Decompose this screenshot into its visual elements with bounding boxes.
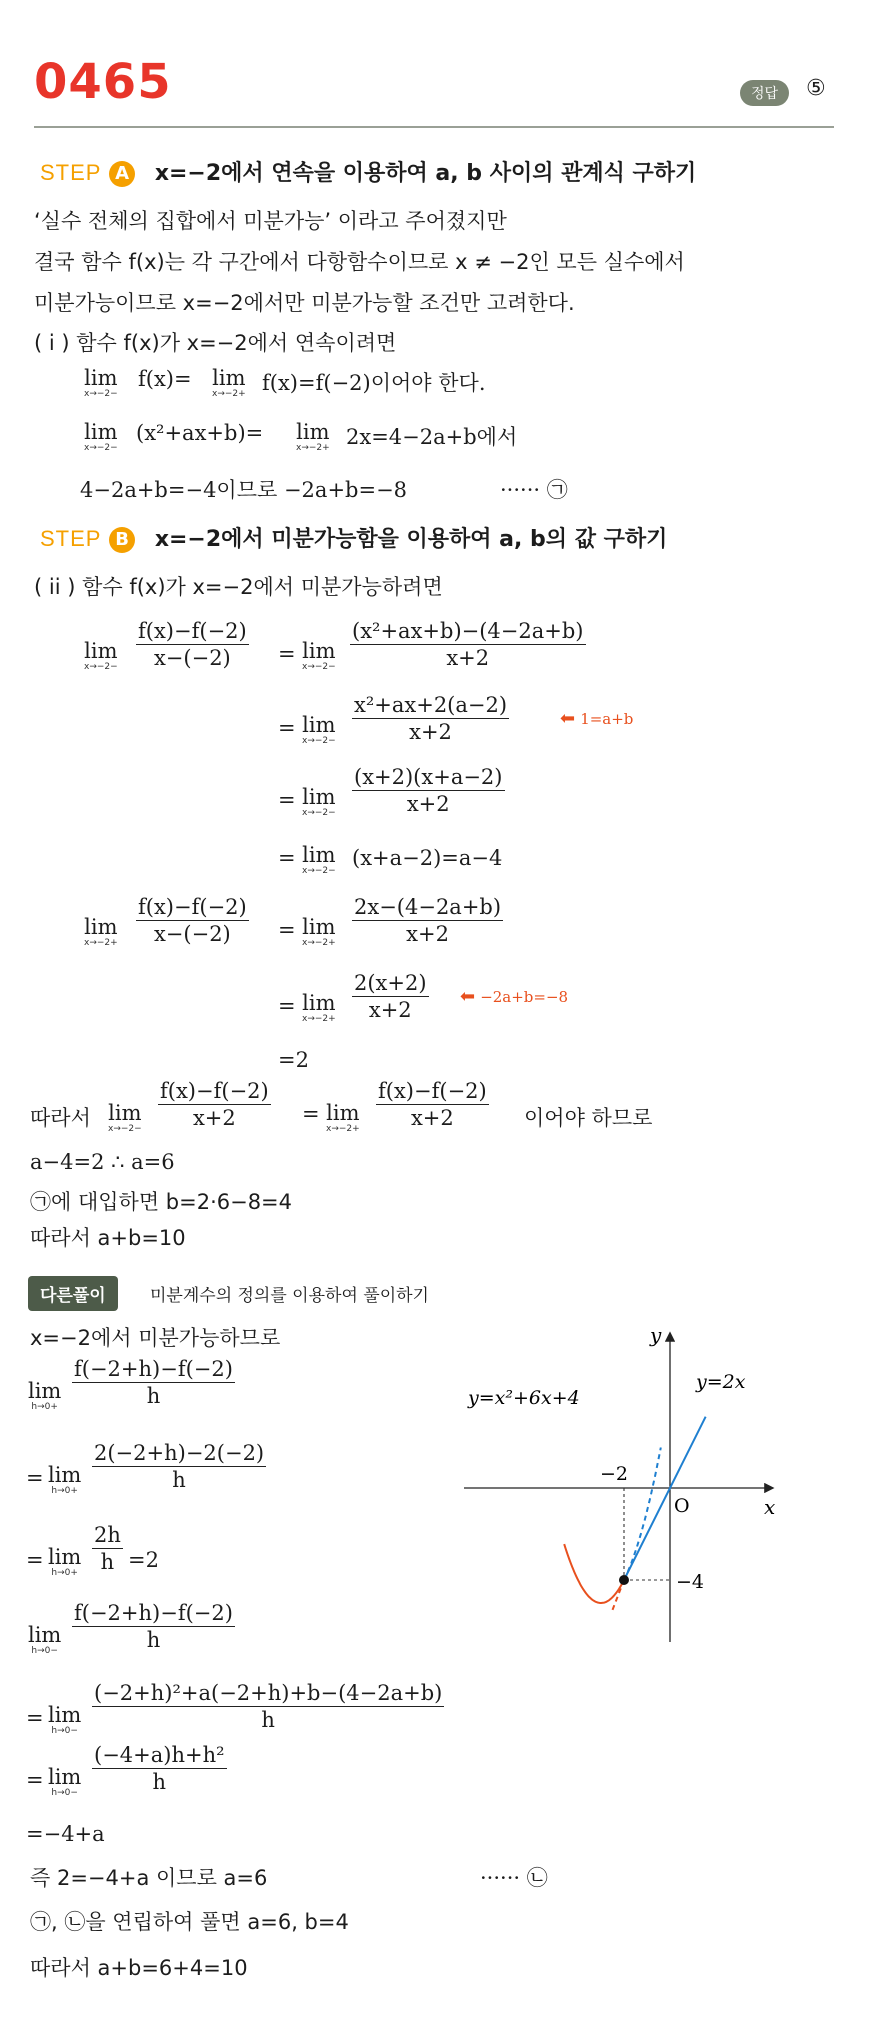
conclusion-suffix: 이어야 하므로 xyxy=(524,1106,653,1130)
ii-lhs-frac: $\frac{f(x)-f(-2)}{x-(-2)}$ xyxy=(138,619,247,670)
conclusion-line-2: a−4=2 ∴ a=6 xyxy=(30,1150,175,1174)
intro-line-1: ‘실수 전체의 집합에서 미분가능’ 이라고 주어졌지만 xyxy=(34,209,507,233)
intro-line-3: 미분가능이므로 x=−2에서만 미분가능할 조건만 고려한다. xyxy=(34,291,575,315)
alt-lim-6: lim h→0− xyxy=(48,1765,82,1798)
alt-f3-tail: =2 xyxy=(128,1548,159,1572)
alt-line-sys: ㉠, ㉡을 연립하여 풀면 a=6, b=4 xyxy=(30,1910,349,1934)
ii-r4: (x+a−2)=a−4 xyxy=(352,846,503,870)
step-a-letter: A xyxy=(109,161,135,187)
alt-frac-6: $\frac{\text{(−4+a)h+h²}}{h}$ xyxy=(94,1743,225,1794)
eq2-left: (x²+ax+b)= xyxy=(136,421,264,445)
ii-lim-2: lim x→−2− xyxy=(302,639,336,672)
concl-frac-2: $\frac{f(x)-f(-2)}{x+2}$ xyxy=(378,1079,487,1130)
graph xyxy=(450,1320,790,1650)
alt-line-1: x=−2에서 미분가능하므로 xyxy=(30,1326,281,1350)
equals-sign: = xyxy=(278,788,296,812)
alt-lim-2: lim h→0+ xyxy=(48,1463,82,1496)
equals-sign: = xyxy=(278,642,296,666)
y-tick-label: −4 xyxy=(676,1571,705,1593)
eq1-rest: f(x)=f(−2)이어야 한다. xyxy=(262,371,486,395)
step-b-heading xyxy=(40,522,667,553)
concl-lim-2: lim x→−2+ xyxy=(326,1101,360,1134)
equals-sign: = xyxy=(278,994,296,1018)
left-arrow-icon: ⬅ xyxy=(460,986,476,1007)
equals-sign: = xyxy=(26,1548,44,1572)
step-a-heading xyxy=(40,156,696,187)
alt-frac-4: $\frac{f(-2+h)-f(-2)}{h}$ xyxy=(74,1601,233,1652)
x-axis-label: x xyxy=(764,1495,776,1519)
answer-value: ⑤ xyxy=(806,76,826,101)
y-axis-label: y xyxy=(650,1323,662,1347)
alt-frac-1: $\frac{f(-2+h)-f(-2)}{h}$ xyxy=(74,1357,233,1408)
line-2x xyxy=(624,1417,706,1580)
line-label: y=2x xyxy=(696,1371,746,1393)
alt-title: 미분계수의 정의를 이용하여 풀이하기 xyxy=(150,1286,429,1306)
ii-lim-5: lim x→−2− xyxy=(302,843,336,876)
ii-r2-frac: $\frac{\text{x²+ax+2(a−2)}}{x+2}$ xyxy=(354,693,508,744)
step-b-title: x=−2에서 미분가능함을 이용하여 a, b의 값 구하기 xyxy=(154,527,668,552)
part-ii-heading: ( ii ) 함수 f(x)가 x=−2에서 미분가능하려면 xyxy=(34,575,443,599)
eq1-middle: f(x)= xyxy=(138,367,192,391)
equals-sign: = xyxy=(26,1466,44,1490)
ii-rlim-3: lim x→−2+ xyxy=(302,991,336,1024)
ii-rlim-2: lim x→−2+ xyxy=(302,915,336,948)
ii-rhs-lhs-frac: $\frac{f(x)-f(-2)}{x-(-2)}$ xyxy=(138,895,247,946)
junction-point xyxy=(619,1575,629,1585)
alt-lim-4: lim h→0− xyxy=(28,1623,62,1656)
eq2-lim-right: lim x→−2+ xyxy=(296,420,330,453)
eq2-lim-left: lim x→−2− xyxy=(84,420,118,453)
ii-rhs-r3: =2 xyxy=(278,1048,309,1072)
equals-sign: = xyxy=(26,1768,44,1792)
ii-lim-1: lim x→−2− xyxy=(84,639,118,672)
eq1-lim-left: lim x→−2− xyxy=(84,366,118,399)
x-tick-label: −2 xyxy=(600,1463,629,1485)
alt-line-sol: 즉 2=−4+a 이므로 a=6 xyxy=(30,1866,268,1890)
concl-frac-1: $\frac{f(x)-f(-2)}{x+2}$ xyxy=(160,1079,269,1130)
conclusion-line-3: ㉠에 대입하면 b=2·6−8=4 xyxy=(30,1190,293,1214)
ii-lim-3: lim x→−2− xyxy=(302,713,336,746)
parabola-curve xyxy=(564,1544,624,1603)
step-a-label: STEP xyxy=(40,160,102,185)
step-b-letter: B xyxy=(109,527,135,553)
equals-sign: = xyxy=(302,1102,320,1126)
line-2x-dashed xyxy=(624,1448,661,1581)
ii-rhs-r2-frac: $\frac{2(x+2)}{x+2}$ xyxy=(354,971,427,1022)
step-a-title: x=−2에서 연속을 이용하여 a, b 사이의 관계식 구하기 xyxy=(154,161,697,186)
origin-label: O xyxy=(674,1495,690,1517)
alt-frac-3: $\frac{2h}{h}$ xyxy=(94,1523,121,1574)
note-arrow-2: ⬅ −2a+b=−8 xyxy=(460,986,569,1007)
eq3: 4−2a+b=−4이므로 −2a+b=−8 xyxy=(80,478,408,502)
intro-line-2: 결국 함수 f(x)는 각 구간에서 다항함수이므로 x ≠ −2인 모든 실수에서 xyxy=(34,250,685,274)
alt-frac-5: $\frac{\text{(−2+h)²+a(−2+h)+b−(4−2a+b)}}{h}$ xyxy=(94,1681,443,1732)
conclusion-line-4: 따라서 a+b=10 xyxy=(30,1226,186,1250)
equals-sign: = xyxy=(26,1706,44,1730)
part-i-heading: ( i ) 함수 f(x)가 x=−2에서 연속이려면 xyxy=(34,331,397,355)
alt-line-final: 따라서 a+b=6+4=10 xyxy=(30,1956,248,1980)
eq1-lim-right: lim x→−2+ xyxy=(212,366,246,399)
ii-lim-4: lim x→−2− xyxy=(302,785,336,818)
problem-number: 0465 xyxy=(34,54,172,110)
note-arrow-1: ⬅ 1=a+b xyxy=(560,708,634,729)
step-b-label: STEP xyxy=(40,526,102,551)
alt-f7: =−4+a xyxy=(26,1822,105,1846)
concl-lim-1: lim x→−2− xyxy=(108,1101,142,1134)
equals-sign: = xyxy=(278,846,296,870)
eq3-tag: ······ ㉠ xyxy=(500,478,568,502)
alt-frac-2: $\frac{2(-2+h)-2(-2)}{h}$ xyxy=(94,1441,265,1492)
equals-sign: = xyxy=(278,716,296,740)
alt-line-sol-tag: ······ ㉡ xyxy=(480,1866,548,1890)
curve-label: y=x²+6x+4 xyxy=(468,1387,580,1409)
conclusion-prefix: 따라서 xyxy=(30,1106,91,1130)
header-divider xyxy=(34,126,834,128)
alt-lim-1: lim h→0+ xyxy=(28,1379,62,1412)
alt-badge: 다른풀이 xyxy=(28,1276,118,1311)
eq2-rest: 2x=4−2a+b에서 xyxy=(346,425,518,449)
ii-rlim-1: lim x→−2+ xyxy=(84,915,118,948)
alt-lim-5: lim h→0− xyxy=(48,1703,82,1736)
ii-rhs-r1-frac: $\frac{2x-(4-2a+b)}{x+2}$ xyxy=(354,895,502,946)
alt-lim-3: lim h→0+ xyxy=(48,1545,82,1578)
ii-r3-frac: $\frac{(x+2)(x+a-2)}{x+2}$ xyxy=(354,765,503,816)
equals-sign: = xyxy=(278,918,296,942)
left-arrow-icon: ⬅ xyxy=(560,708,576,729)
ii-r1-frac: $\frac{\text{(x²+ax+b)−(4−2a+b)}}{x+2}$ xyxy=(352,619,584,670)
answer-badge: 정답 xyxy=(740,80,789,106)
